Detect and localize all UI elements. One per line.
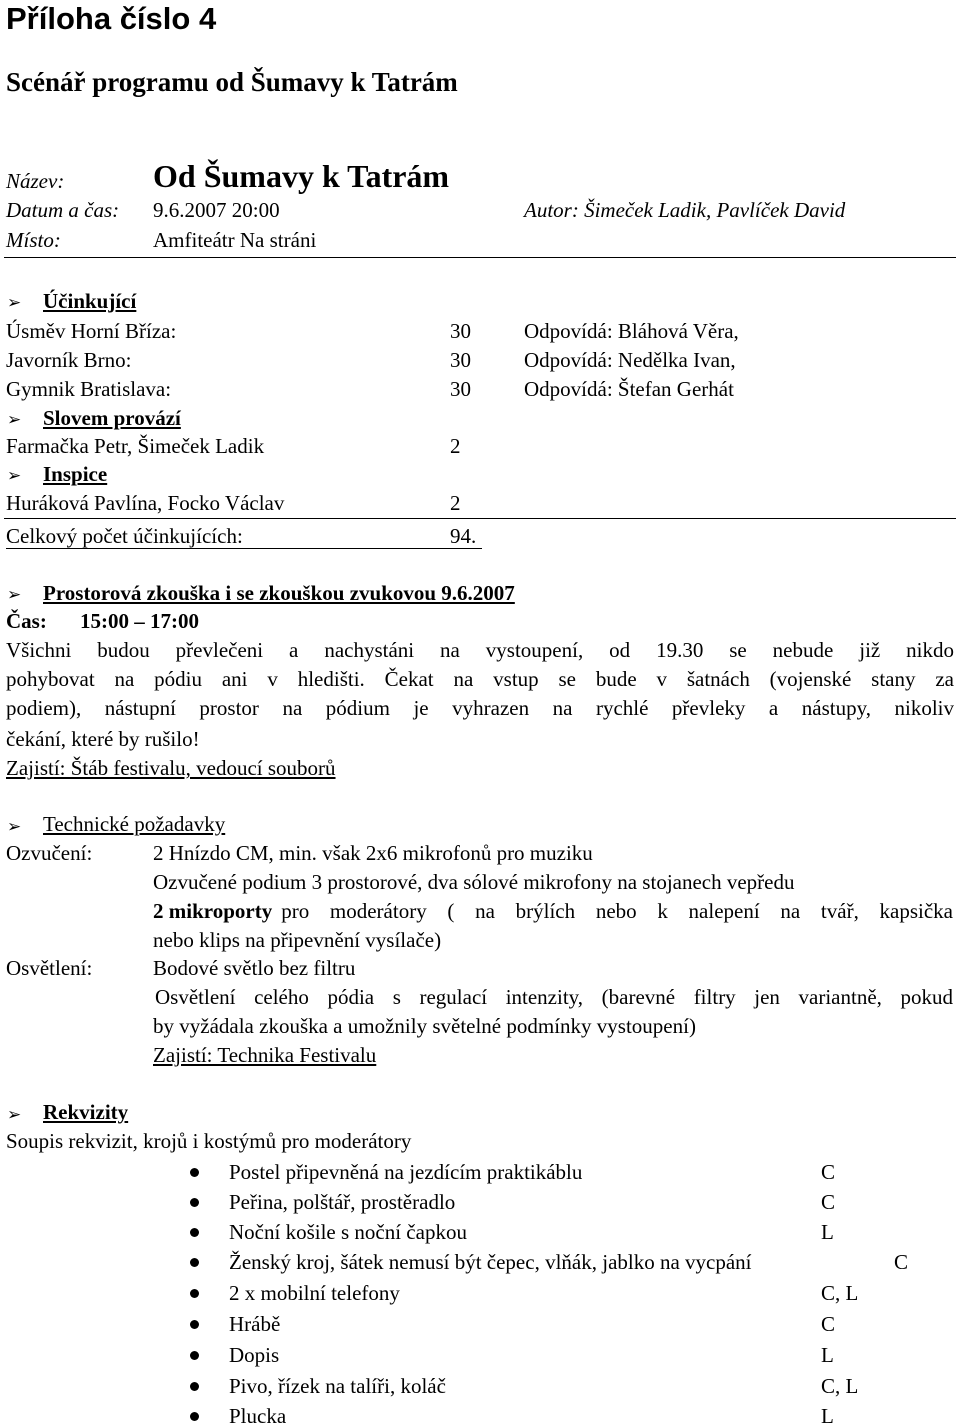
- arrow-bullet-icon: ➢: [7, 466, 22, 486]
- performer-count: 30: [450, 377, 471, 401]
- prop-code: C: [894, 1250, 909, 1274]
- prop-name: Peřina, polštář, prostěradlo: [229, 1190, 456, 1214]
- sound-line: 2 Hnízdo CM, min. však 2x6 mikrofonů pro muziku: [153, 841, 593, 865]
- prop-name: Postel připevněná na jezdícím praktikáblu: [229, 1160, 583, 1184]
- performer-responsible: Odpovídá: Bláhová Věra,: [524, 319, 739, 343]
- technical-ensure: Zajistí: Technika Festivalu: [153, 1043, 377, 1067]
- technical-title: Technické požadavky: [43, 812, 226, 836]
- prop-code: C: [821, 1190, 836, 1214]
- inspection-title: Inspice: [43, 462, 108, 486]
- place-label: Místo:: [6, 228, 61, 252]
- author: Autor: Šimeček Ladik, Pavlíček David: [524, 198, 846, 222]
- light-line: Bodové světlo bez filtru: [153, 956, 356, 980]
- prop-code: C, L: [821, 1374, 859, 1398]
- light-line: by vyžádala zkouška a umožnily světelné podmínky vystoupení): [153, 1014, 696, 1038]
- bullet-icon: [190, 1198, 199, 1207]
- sound-line: Ozvučené podium 3 prostorové, dva sólové mikrofony na stojanech vepředu: [153, 870, 795, 894]
- rehearsal-title: Prostorová zkouška i se zkouškou zvukovou 9.6.2007: [43, 581, 515, 605]
- info-divider: [4, 257, 956, 258]
- host-title: Slovem provází: [43, 406, 181, 430]
- prop-name: Noční košile s noční čapkou: [229, 1220, 467, 1244]
- host-names: Farmačka Petr, Šimeček Ladik: [6, 434, 265, 458]
- bullet-icon: [190, 1168, 199, 1177]
- total-value: 94.: [450, 524, 477, 548]
- bullet-icon: [190, 1258, 199, 1267]
- event-name: Od Šumavy k Tatrám: [153, 158, 450, 194]
- sound-line: nebo klips na připevnění vysílače): [153, 928, 442, 952]
- arrow-bullet-icon: ➢: [7, 1105, 22, 1125]
- performers-title: Účinkující: [43, 289, 137, 313]
- prop-name: Dopis: [229, 1343, 280, 1367]
- prop-name: 2 x mobilní telefony: [229, 1281, 400, 1305]
- total-underline: [6, 548, 482, 549]
- prop-name: Hrábě: [229, 1312, 281, 1336]
- rehearsal-text-line: čekání, které by rušilo!: [6, 727, 200, 751]
- bullet-icon: [190, 1351, 199, 1360]
- arrow-bullet-icon: ➢: [7, 293, 22, 313]
- name-label: Název:: [6, 169, 65, 193]
- table-divider: [4, 518, 956, 519]
- performer-responsible: Odpovídá: Nedělka Ivan,: [524, 348, 736, 372]
- prop-code: L: [821, 1220, 834, 1244]
- performer-responsible: Odpovídá: Štefan Gerhát: [524, 377, 734, 401]
- inspection-count: 2: [450, 491, 461, 515]
- props-intro: Soupis rekvizit, krojů i kostýmů pro moderátory: [6, 1129, 412, 1153]
- performer-count: 30: [450, 348, 471, 372]
- arrow-bullet-icon: ➢: [7, 410, 22, 430]
- total-label: Celkový počet účinkujících:: [6, 524, 243, 548]
- date-label: Datum a čas:: [6, 198, 120, 222]
- props-title: Rekvizity: [43, 1100, 129, 1124]
- prop-name: Plucka: [229, 1404, 287, 1428]
- light-line: Osvětlení celého pódia s regulací intenzity, (barevné filtry jen variantně, pokud: [155, 985, 953, 1009]
- date-value: 9.6.2007 20:00: [153, 198, 280, 222]
- bullet-icon: [190, 1289, 199, 1298]
- performer-name: Javorník Brno:: [6, 348, 132, 372]
- rehearsal-text-line: podiem), nástupní prostor na pódium je vyhrazen na rychlé převleky a nástupy, nikoliv: [6, 696, 954, 720]
- sound-line: [153, 900, 953, 923]
- bullet-icon: [190, 1412, 199, 1421]
- microports-label: 2 mikroporty: [153, 899, 273, 923]
- performer-name: Úsměv Horní Bříza:: [6, 319, 177, 343]
- arrow-bullet-icon: ➢: [7, 817, 22, 837]
- rehearsal-time-label: Čas:: [6, 609, 47, 633]
- rehearsal-text-line: pohybovat na pódiu ani v hledišti. Čekat na vstup se bude v šatnách (vojenské stany za: [6, 667, 954, 691]
- prop-name: Pivo, řízek na talíři, koláč: [229, 1374, 446, 1398]
- arrow-bullet-icon: ➢: [7, 585, 22, 605]
- prop-code: L: [821, 1404, 834, 1428]
- inspection-names: Huráková Pavlína, Focko Václav: [6, 491, 285, 515]
- rehearsal-ensure: Zajistí: Štáb festivalu, vedoucí souborů: [6, 756, 336, 780]
- rehearsal-time: 15:00 – 17:00: [80, 609, 199, 633]
- prop-code: C: [821, 1312, 836, 1336]
- light-label: Osvětlení:: [6, 956, 93, 980]
- prop-code: L: [821, 1343, 834, 1367]
- page-subheading: Scénář programu od Šumavy k Tatrám: [6, 67, 458, 97]
- page-heading: Příloha číslo 4: [6, 1, 217, 36]
- sound-label: Ozvučení:: [6, 841, 93, 865]
- bullet-icon: [190, 1228, 199, 1237]
- prop-name: Ženský kroj, šátek nemusí být čepec, vlňák, jablko na vycpání: [229, 1250, 752, 1274]
- microports-text: pro moderátory ( na brýlích nebo k nalepení na tvář, kapsička: [281, 899, 953, 923]
- performer-name: Gymnik Bratislava:: [6, 377, 172, 401]
- prop-code: C, L: [821, 1281, 859, 1305]
- rehearsal-text-line: Všichni budou převlečeni a nachystáni na vystoupení, od 19.30 se nebude již nikdo: [6, 638, 954, 662]
- bullet-icon: [190, 1382, 199, 1391]
- prop-code: C: [821, 1160, 836, 1184]
- performer-count: 30: [450, 319, 471, 343]
- host-count: 2: [450, 434, 461, 458]
- place-value: Amfiteátr Na stráni: [153, 228, 317, 252]
- bullet-icon: [190, 1320, 199, 1329]
